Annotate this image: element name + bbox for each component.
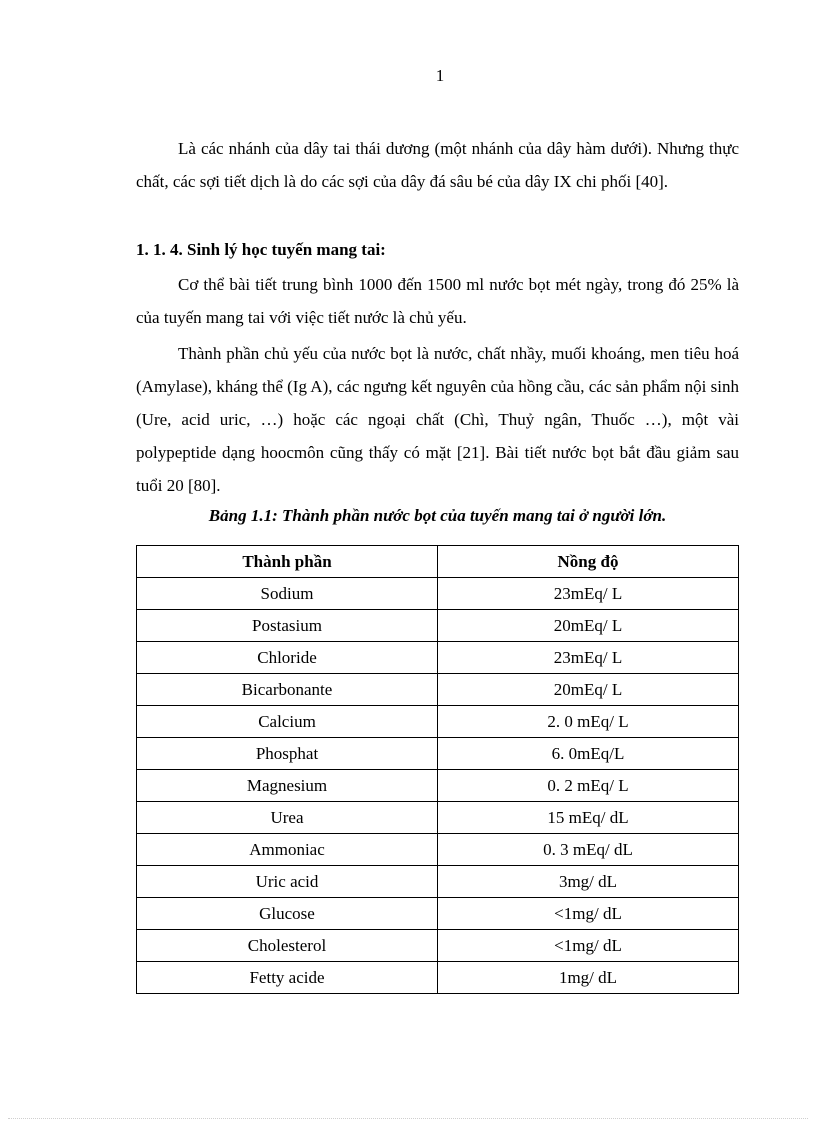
component-cell: Postasium xyxy=(137,610,438,642)
component-cell: Bicarbonante xyxy=(137,674,438,706)
component-cell: Phosphat xyxy=(137,738,438,770)
page-number: 1 xyxy=(435,66,445,85)
page-bottom-divider xyxy=(8,1118,808,1119)
concentration-cell: <1mg/ dL xyxy=(438,930,739,962)
table-row xyxy=(137,642,739,674)
component-cell: Uric acid xyxy=(137,866,438,898)
component-cell: Urea xyxy=(137,802,438,834)
concentration-cell: 1mg/ dL xyxy=(438,962,739,994)
table-header-row xyxy=(137,546,739,578)
table-row xyxy=(137,962,739,994)
component-cell: Cholesterol xyxy=(137,930,438,962)
table-row xyxy=(137,578,739,610)
component-cell: Ammoniac xyxy=(137,834,438,866)
table-row xyxy=(137,706,739,738)
concentration-cell: 20mEq/ L xyxy=(438,610,739,642)
table-row xyxy=(137,898,739,930)
component-cell: Sodium xyxy=(137,578,438,610)
table-row xyxy=(137,674,739,706)
table-row xyxy=(137,610,739,642)
component-cell: Chloride xyxy=(137,642,438,674)
section-heading: 1. 1. 4. Sinh lý học tuyến mang tai: xyxy=(136,240,386,259)
component-cell: Glucose xyxy=(137,898,438,930)
table-caption: Bảng 1.1: Thành phần nước bọt của tuyến mang tai ở người lớn. xyxy=(208,506,667,525)
saliva-composition-table xyxy=(136,545,739,994)
paragraph-innervation: Là các nhánh của dây tai thái dương (một nhánh của dây hàm dưới). Nhưng thực chất, các sợi tiết dịch là do các sợi của dây đá sâu bé của dây IX chi phối [40]. xyxy=(136,139,739,191)
concentration-cell: 0. 3 mEq/ dL xyxy=(438,834,739,866)
concentration-cell: 20mEq/ L xyxy=(438,674,739,706)
header-concentration: Nồng độ xyxy=(438,546,739,578)
table-row xyxy=(137,802,739,834)
component-cell: Calcium xyxy=(137,706,438,738)
concentration-cell: 0. 2 mEq/ L xyxy=(438,770,739,802)
table-row xyxy=(137,834,739,866)
concentration-cell: <1mg/ dL xyxy=(438,898,739,930)
table-row xyxy=(137,866,739,898)
table-row xyxy=(137,770,739,802)
concentration-cell: 15 mEq/ dL xyxy=(438,802,739,834)
concentration-cell: 23mEq/ L xyxy=(438,642,739,674)
table-row xyxy=(137,930,739,962)
concentration-cell: 23mEq/ L xyxy=(438,578,739,610)
concentration-cell: 2. 0 mEq/ L xyxy=(438,706,739,738)
component-cell: Fetty acide xyxy=(137,962,438,994)
paragraph-secretion-volume: Cơ thể bài tiết trung bình 1000 đến 1500 ml nước bọt mét ngày, trong đó 25% là của tuyến mang tai với việc tiết nước là chủ yếu. xyxy=(136,275,739,327)
table-row xyxy=(137,738,739,770)
concentration-cell: 3mg/ dL xyxy=(438,866,739,898)
concentration-cell: 6. 0mEq/L xyxy=(438,738,739,770)
component-cell: Magnesium xyxy=(137,770,438,802)
header-component: Thành phần xyxy=(137,546,438,578)
paragraph-saliva-composition: Thành phần chủ yếu của nước bọt là nước, chất nhầy, muối khoáng, men tiêu hoá (Amylase), kháng thể (Ig A), các ngưng kết nguyên của hồng cầu, các sản phẩm nội sinh (Ure, acid uric, …) hoặc các ngoại chất (Chì, Thuỷ ngân, Thuốc …), một vài polypeptide dạng hoocmôn cũng thấy có mặt [21]. Bài tiết nước bọt bắt đầu giảm sau tuổi 20 [80]. xyxy=(136,344,739,495)
